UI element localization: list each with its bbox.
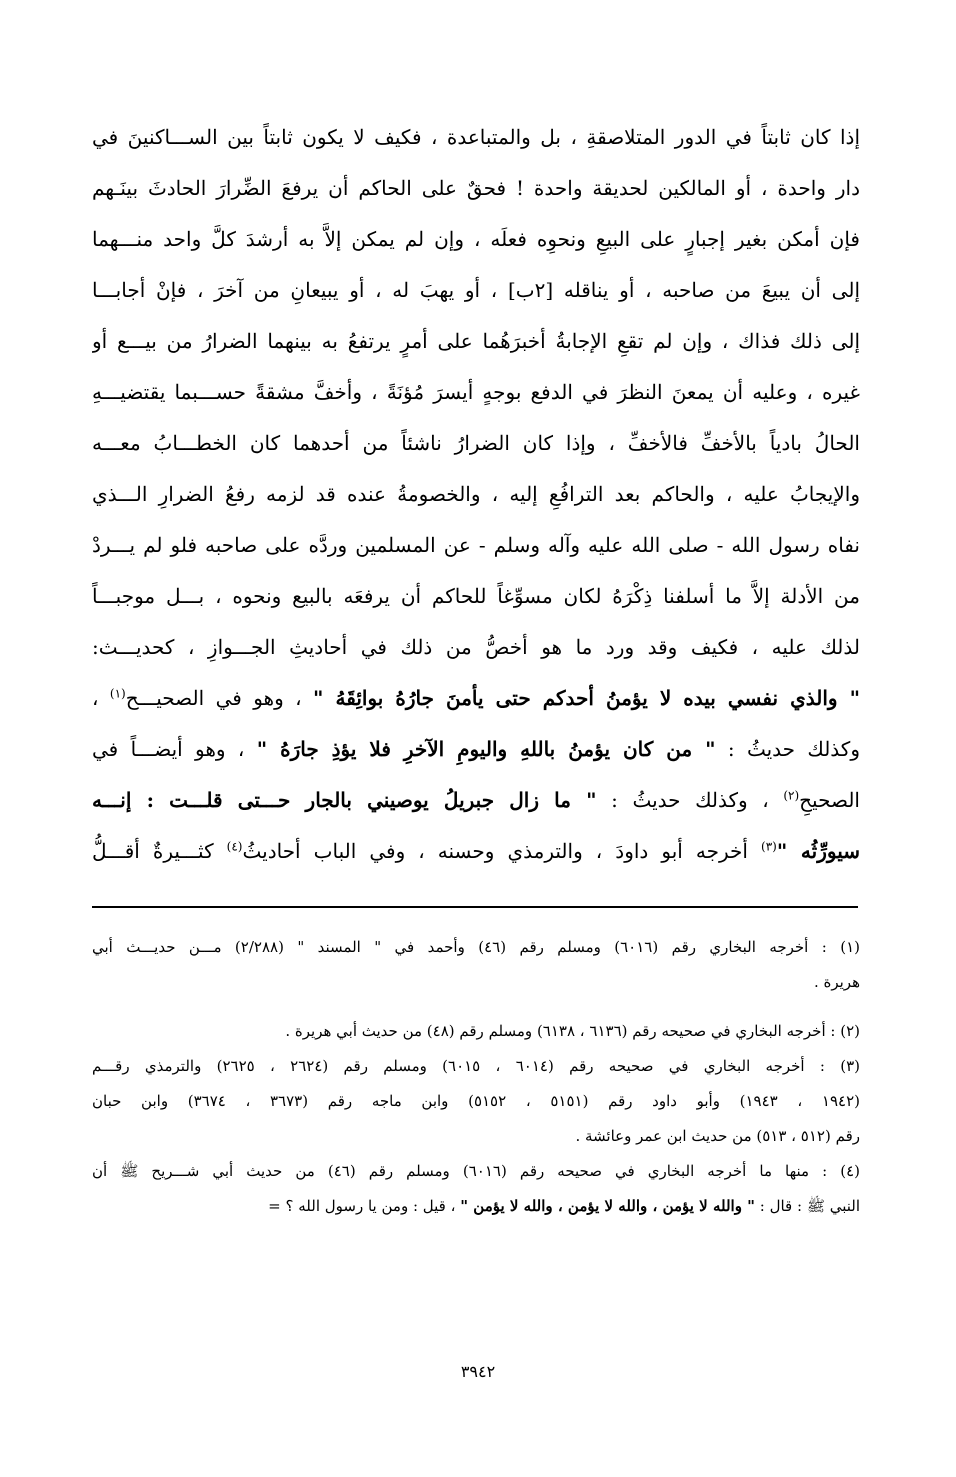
text-line xyxy=(92,826,860,877)
page-number: ٣٩٤٢ xyxy=(460,1362,496,1381)
text-line: من الأدلة إلاَّ ما أسلفنا ذِكْرَهُ لكان مسوِّغاً للحاكم أن يرفعَه بالبيع ونحوه ، بـــل موجبـــاً xyxy=(92,584,860,608)
footnotes xyxy=(92,930,860,1224)
text-line: إلى ذلك فذاك ، وإن لم تقعِ الإجابةُ أخبرَهُما على أمرٍ يرتفعُ به بينهما الضرارُ من بيـــع أو xyxy=(92,329,860,353)
footnote-ref[interactable]: (٢) xyxy=(783,788,800,803)
text-line: إذا كان ثابتاً في الدور المتلاصقةِ ، بل والمتباعدة ، فكيف لا يكون ثابتاً بين الســـاكنينَ في xyxy=(92,125,860,149)
text-segment: الصحيحِ xyxy=(799,788,860,812)
text-line: الحالُ بادياً بالأخفِّ فالأخفِّ ، وإذا كان الضرارُ ناشئاً من أحدهما كان الخطـــابُ معـــه xyxy=(92,431,860,455)
text-segment: وكذلك حديثُ : xyxy=(727,737,860,761)
footnote-line xyxy=(92,1189,860,1224)
hadith-quote: " ما زال جبريلُ يوصيني بالجار حـــتى قلـــت : إنـــه xyxy=(92,788,597,812)
text-segment: ، xyxy=(92,686,99,710)
footnote-line: (٤) : منها ما أخرجه البخاري في صحيحه رقم (٦٠١٦) ومسلم رقم (٤٦) من حديث أبي شـــريح ﷺ أن xyxy=(92,1162,860,1180)
footnote-line: هريرة . xyxy=(813,973,860,991)
main-text xyxy=(92,112,860,877)
footnote-line: رقم (٥١٢ ، ٥١٣) من حديث ابن عمر وعائشة . xyxy=(575,1127,860,1145)
text-line xyxy=(92,673,860,724)
text-line xyxy=(92,775,860,826)
text-line: لذلك عليه ، فكيف وقد ورد ما هو أخصُّ من ذلك في أحاديثِ الجـــوازِ ، كحديـــث: xyxy=(92,635,860,659)
text-line: دار واحدة ، أو المالكين لحديقة واحدة ! فحقٌ على الحاكم أن يرفعَ الضِّرارَ الحادثَ بينَـهم xyxy=(92,176,860,200)
footnote-line: (١٩٤٢ ، ١٩٤٣) وأبو داود رقم (٥١٥١ ، ٥١٥٢) وابن ماجه رقم (٣٦٧٣ ، ٣٦٧٤) وابن حبان xyxy=(92,1092,860,1110)
text-segment: ، وهو في الصحيـــح xyxy=(125,686,302,710)
text-segment: النبي ﷺ : قال : xyxy=(759,1197,860,1215)
text-line: نفاه رسول الله - صلى الله عليه وآله وسلم - عن المسلمين وردَّه على صاحبه فلو لم يـــردْ xyxy=(92,533,860,557)
footnote-ref[interactable]: (٤) xyxy=(226,839,243,854)
text-line: والإيجابُ عليه ، والحاكم بعد الترافُعِ إليه ، والخصومةُ عنده قد لزمه رفعُ الضرارِ الـــذي xyxy=(92,482,860,506)
hadith-quote: " من كان يؤمنُ باللهِ واليومِ الآخرِ فلا يؤذِ جارَهُ " xyxy=(256,737,716,761)
footnote-line: (٢) : أخرجه البخاري في صحيحه رقم (٦١٣٦ ، ٦١٣٨) ومسلم رقم (٤٨) من حديث أبي هريرة . xyxy=(285,1022,860,1040)
text-line: فإن أمكن بغير إجبارٍ على البيعِ ونحوِه فعلَه ، وإن لم يمكن إلاَّ به أرشدَ كلَّ واحد منـــهما xyxy=(92,227,860,251)
footnote-line: (٣) : أخرجه البخاري في صحيحه رقم (٦٠١٤ ، ٦٠١٥) ومسلم رقم (٢٦٢٤ ، ٢٦٢٥) والترمذي رقـــم xyxy=(92,1057,860,1075)
footnote-ref[interactable]: (١) xyxy=(109,686,126,701)
text-segment: ، وكذلك حديثُ : xyxy=(611,788,769,812)
hadith-quote: " والذي نفسي بيده لا يؤمنُ أحدكم حتى يأمنَ جارُهُ بوائِقَهُ " xyxy=(313,686,860,710)
text-segment: ، قيل : ومن يا رسول الله ؟ = xyxy=(268,1197,456,1215)
text-line: إلى أن يبيعَ من صاحبه ، أو يناقله [٢ب] ، أو يهبَ له ، أو يبيعانِ من آخرَ ، فإنْ أجابـــا xyxy=(92,278,860,302)
text-segment: أخرجه أبو داودَ ، والترمذي وحسنه ، وفي الباب أحاديثُ xyxy=(242,839,748,863)
text-segment: ، وهو أيضـــاً في xyxy=(92,737,245,761)
text-line xyxy=(92,724,860,775)
hadith-quote: " والله لا يؤمن ، والله لا يؤمن ، والله لا يؤمن " xyxy=(460,1197,755,1215)
footnote-line: (١) : أخرجه البخاري رقم (٦٠١٦) ومسلم رقم (٤٦) وأحمد في " المسند " (٢/٢٨٨) مـــن حديـــث أبي xyxy=(92,938,860,956)
hadith-quote: سيورِّثُه " xyxy=(776,839,860,863)
text-segment: كثـــيرةٌ أقـــلُّ xyxy=(92,839,214,863)
text-line: غيره ، وعليه أن يمعنَ النظرَ في الدفع بوجهٍ أيسرَ مُؤنَةً ، وأخفَّ مشقةً حســـبما يقتضيـــهِ xyxy=(92,380,860,404)
footnote-divider xyxy=(92,906,858,908)
footnote-ref[interactable]: (٣) xyxy=(761,839,777,854)
